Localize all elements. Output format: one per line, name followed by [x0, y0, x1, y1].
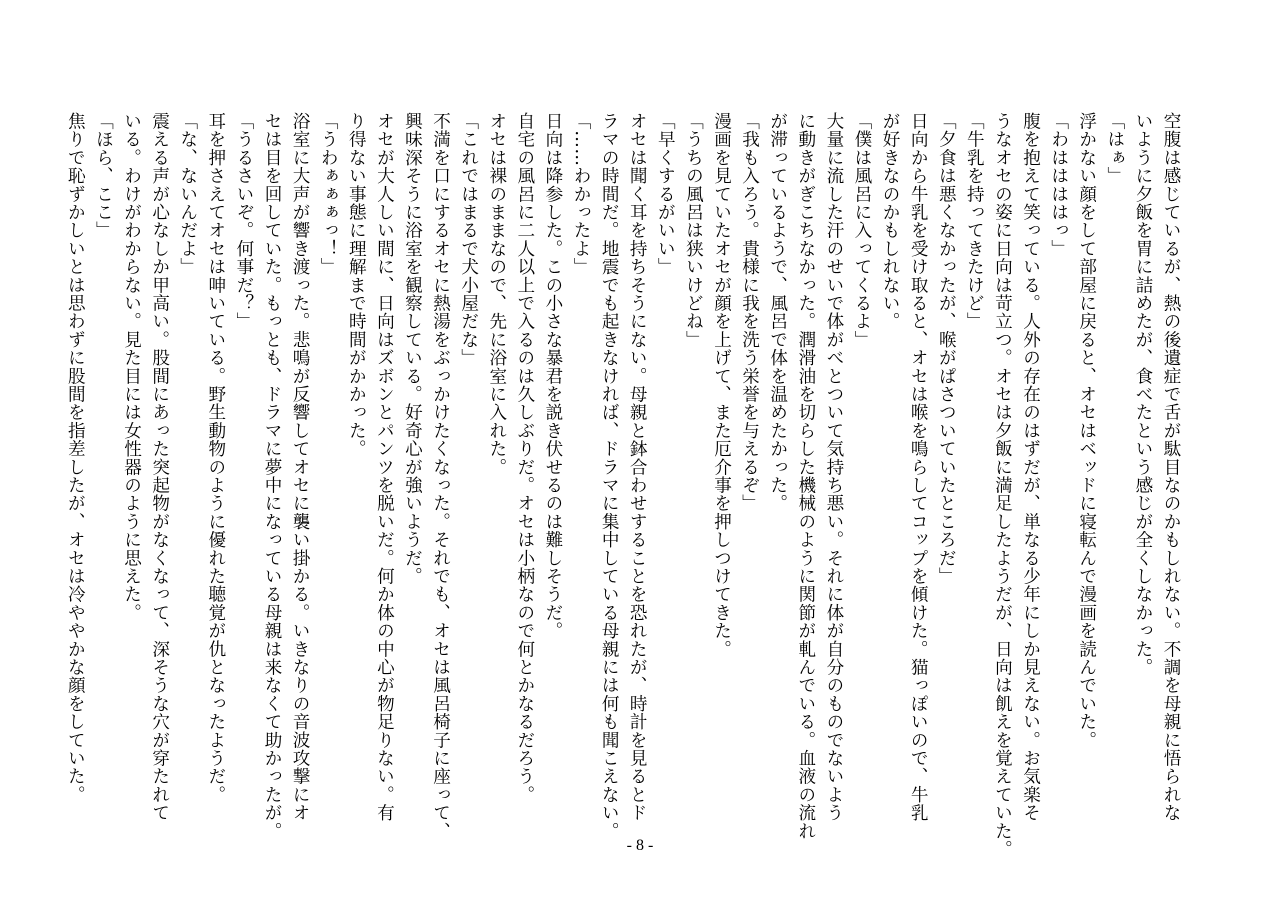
- text-line: 焦りで恥ずかしいとは思わずに股間を指差したが、オセは冷ややかな顔をしていた。: [65, 112, 86, 804]
- text-line: り得ない事態に理解まで時間がかかった。: [346, 112, 367, 458]
- text-line: 「はぁ」: [1104, 112, 1125, 185]
- body-text: [65, 112, 1185, 859]
- text-line: 空腹は感じているが、熱の後遺症で舌が駄目なのかもしれない。不調を母親に悟られな: [1161, 112, 1181, 822]
- text-line: 大量に流した汗のせいで体がべとついて気持ち悪い。それに体が自分のものでないよう: [823, 112, 844, 822]
- text-line: ラマの時間だ。地震でも起きなければ、ドラマに集中している母親には何も聞こえない。: [599, 112, 620, 840]
- text-line: が好きなのかもしれない。: [880, 112, 901, 331]
- text-line: 自宅の風呂に二人以上で入るのは久しぶりだ。オセは小柄なので何とかなるだろう。: [514, 112, 535, 804]
- text-line: 腹を抱えて笑っている。人外の存在のはずだが、単なる少年にしか見えない。お気楽そ: [1020, 112, 1041, 822]
- text-line: 「夕食は悪くなかったが、喉がぱさついていたところだ」: [936, 112, 957, 586]
- text-line: 「我も入ろう。貴様に我を洗う栄誉を与えるぞ」: [739, 112, 760, 513]
- text-line: 「わははははっ」: [1048, 112, 1069, 258]
- text-line: 日向から牛乳を受け取ると、オセは喉を鳴らしてコップを傾けた。猫っぽいので、牛乳: [908, 112, 929, 822]
- text-line: オセは聞く耳を持ちそうにない。母親と鉢合わせすることを恐れたが、時計を見るとド: [627, 112, 648, 822]
- text-line: 「僕は風呂に入ってくるよ」: [851, 112, 872, 349]
- text-line: 興味深そうに浴室を観察している。好奇心が強いようだ。: [402, 112, 423, 586]
- text-line: 「ほら、ここ」: [93, 112, 114, 240]
- text-line: 不満を口にするオセに熱湯をぶっかけたくなった。それでも、オセは風呂椅子に座って、: [430, 112, 451, 840]
- text-line: いように夕飯を胃に詰めたが、食べたという感じが全くしなかった。: [1132, 112, 1153, 677]
- text-line: 「牛乳を持ってきたけど」: [964, 112, 985, 331]
- text-line: 浴室に大声が響き渡った。悲鳴が反響してオセに襲い掛かる。いきなりの音波攻撃にオ: [290, 112, 311, 822]
- text-line: うなオセの姿に日向は苛立つ。オセは夕飯に満足したようだが、日向は飢えを覚えていた。: [992, 112, 1013, 859]
- text-line: 「早くするがいい」: [655, 112, 676, 276]
- text-line: 「うわぁぁぁっ！」: [318, 112, 339, 276]
- text-line: 漫画を見ていたオセが顔を上げて、また厄介事を押しつけてきた。: [711, 112, 732, 658]
- text-line: 「うるさいぞ。何事だ？」: [233, 112, 254, 331]
- text-line: いる。わけがわからない。見た目には女性器のように思えた。: [121, 112, 142, 622]
- text-line: オセは裸のままなので、先に浴室に入れた。: [486, 112, 507, 476]
- text-line: 「うちの風呂は狭いけどね」: [683, 112, 704, 349]
- text-line: 震える声が心なしか甲高い。股間にあった突起物がなくなって、深そうな穴が穿たれて: [149, 112, 170, 822]
- text-line: オセが大人しい間に、日向はズボンとパンツを脱いだ。何か体の中心が物足りない。有: [374, 112, 395, 822]
- text-line: 耳を押さえてオセは呻いている。野生動物のように優れた聴覚が仇となったようだ。: [205, 112, 226, 804]
- text-line: セは目を回していた。もっとも、ドラマに夢中になっている母親は来なくて助かったが。: [262, 112, 282, 840]
- text-line: 日向は降参した。この小さな暴君を説き伏せるのは難しそうだ。: [542, 112, 563, 640]
- text-line: 浮かない顔をして部屋に戻ると、オセはベッドに寝転んで漫画を読んでいた。: [1076, 112, 1097, 749]
- page-number: - 8 -: [626, 837, 654, 854]
- text-line: 「な、ないんだよ」: [177, 112, 198, 276]
- text-line: に動きがぎこちなかった。潤滑油を切らした機械のように関節が軋んでいる。血液の流れ: [795, 112, 816, 840]
- text-line: が滞っているようで、風呂で体を温めたかった。: [767, 112, 788, 513]
- text-line: 「……わかったよ」: [571, 112, 592, 276]
- text-line: 「これではまるで犬小屋だな」: [458, 112, 479, 367]
